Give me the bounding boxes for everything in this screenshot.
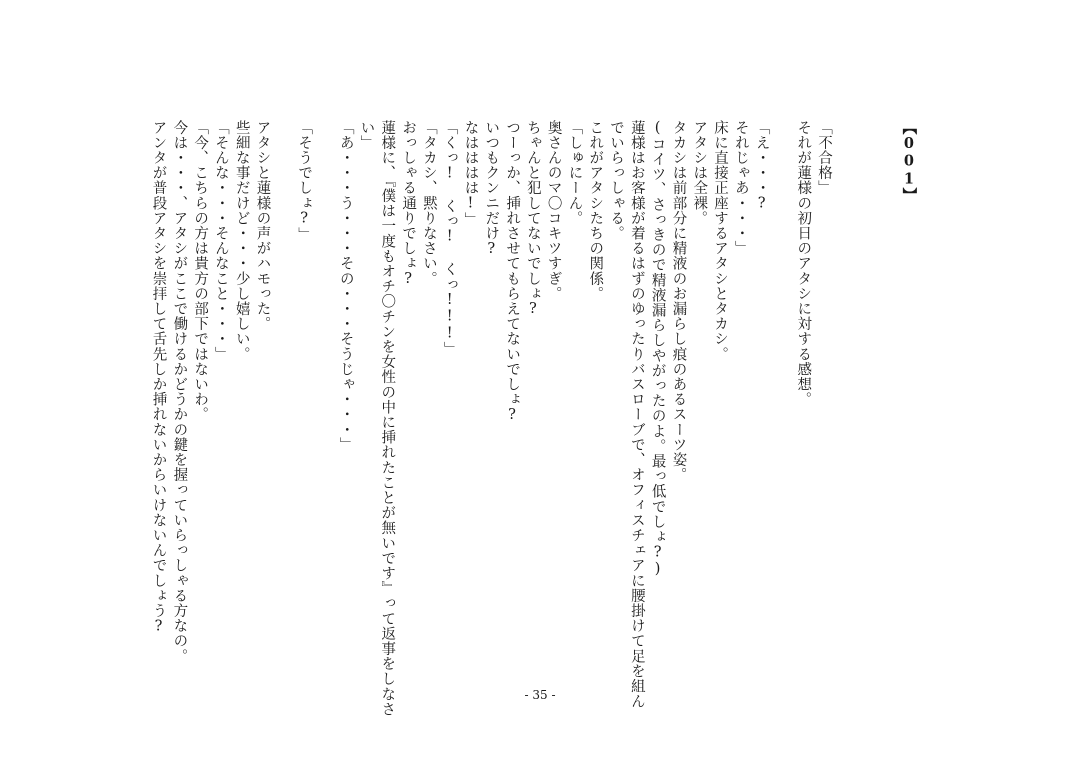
text-line: ちゃんと犯してないでしょ? [524,120,541,318]
text-line: 些細な事だけど・・・少し嬉しい。 [233,120,250,362]
text-line [273,120,294,660]
text-line: 蓮様はお客様が着るはずのゆったりバスローブで、オフィスチェアに腰掛けて足を組ん [628,120,645,709]
text-line: なはははは!」 [462,120,479,228]
text-line: でいらっしゃる。 [608,120,625,241]
text-line: 「そうでしょ?」 [296,120,313,243]
text-line: アタシは全裸。 [691,120,708,226]
text-line: 「しゅにーん。 [566,120,583,226]
text-line: つーっか、挿れさせてもらえてないでしょ? [504,120,521,424]
text-line: 「タカシ、黙りなさい。 [420,120,437,287]
text-line: 蓮様に、『僕は一度もオチ〇チンを女性の中に挿れたことが無いです』って返事をしなさ [379,120,396,717]
text-line: おっしゃる通りでしょ? [400,120,417,288]
text-line: (コイツ、さっきので精液漏らしやがったのよ。最っ低でしょ?) [649,120,666,578]
text-line: 奥さんのマ〇コキツすぎ。 [545,120,562,302]
text-line: 「不合格」 [816,120,833,196]
text-line [772,120,793,660]
text-line: これがアタシたちの関係。 [587,120,604,302]
chapter-heading: 【001】 [900,120,918,203]
text-line: アタシと蓮様の声がハモった。 [254,120,271,332]
text-line: 「そんな・・・そんなこと・・・」 [212,120,229,362]
text-line: 「今、こちらの方は貴方の部下ではないわ。 [192,120,209,422]
text-line: いつもクンニだけ? [483,120,500,258]
text-line: 床に直接正座するアタシとタカシ。 [712,120,729,362]
text-line [314,120,335,660]
text-line: 今は・・・、アタシがここで働けるかどうかの鍵を握っていらっしゃる方なの。 [171,120,188,664]
text-line: それじゃあ・・・」 [732,120,749,256]
text-line: 「あ・・・う・・・その・・・そうじゃ・・・」 [337,120,354,453]
text-line: それが蓮様の初日のアタシに対する感想。 [795,120,812,407]
text-line: タカシは前部分に精液のお漏らし痕のあるスーツ姿。 [670,120,687,483]
page-number: - 35 - [524,688,556,702]
text-line: 「え・・・? [753,120,770,213]
text-line: 「くっ! くっ! くっ!!!」 [441,120,458,357]
text-line: アンタが普段アタシを崇拝して舌先しか挿れないからいけないんでしょう? [150,120,167,635]
text-line: い」 [358,120,375,151]
